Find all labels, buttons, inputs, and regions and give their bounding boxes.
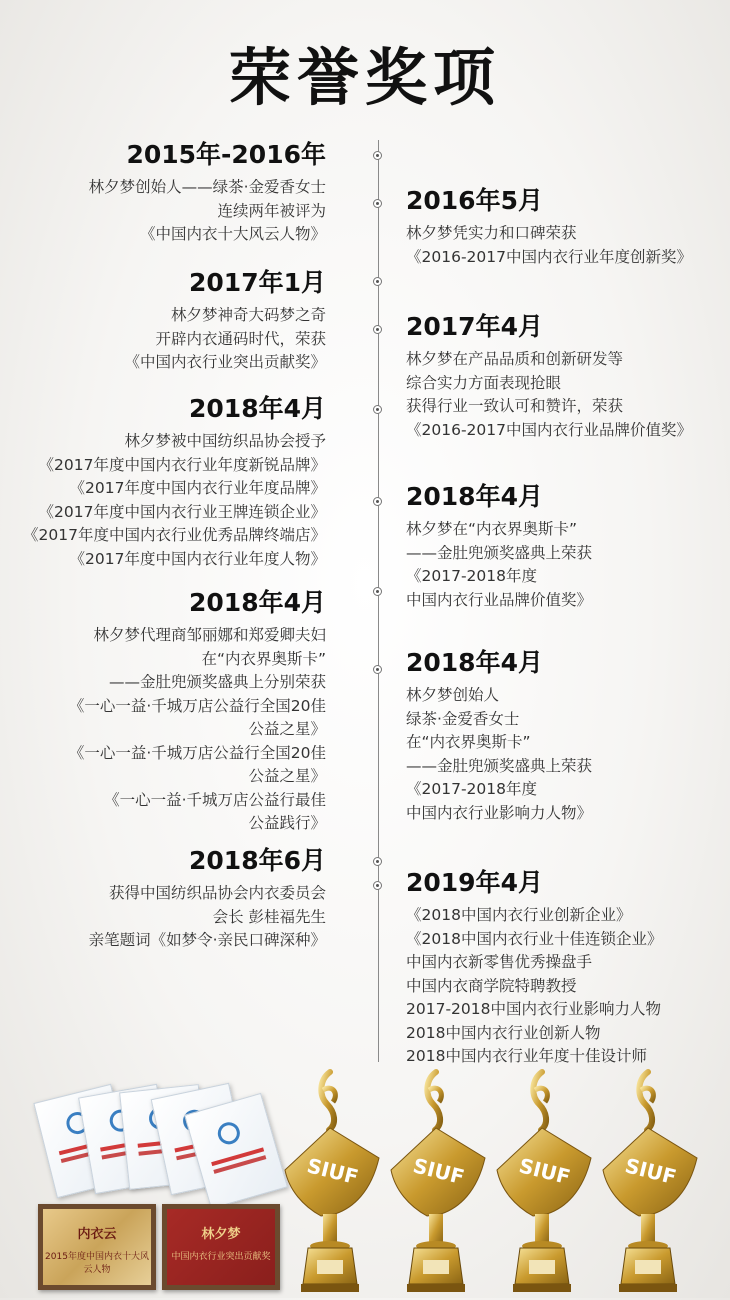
entry-text: 亲笔题词《如梦令·亲民口碑深种》 [88,931,326,949]
trophy-icon [275,1066,385,1296]
entry-text: 《2016-2017中国内衣行业年度创新奖》 [406,247,692,266]
entry-text: 林夕梦在“内衣界奥斯卡” [406,520,578,538]
entry-text: 林夕梦创始人——绿茶·金爱香女士 [88,178,326,196]
entry-text: 中国内衣商学院特聘教授 [406,976,577,995]
plaque-brand: 林夕梦 [201,1227,241,1242]
plaque-text: 中国内衣行业突出贡献奖 [171,1252,271,1262]
entry-text: 林夕梦创始人 [406,686,500,704]
timeline-dot [373,665,382,674]
entry-text: 《2017年度中国内衣行业王牌连锁企业》 [38,502,326,521]
timeline-dot [373,857,382,866]
entry-text: 《中国内衣十大风云人物》 [139,225,326,243]
trophy-label: SIUF [410,1153,467,1190]
timeline-dot [373,405,382,414]
trophy-icon [381,1066,491,1296]
trophy [381,1066,491,1296]
entry-text: 《2017-2018年度 [406,567,537,585]
trophy [487,1066,597,1296]
entry-text: 在“内衣界奥斯卡” [201,649,326,668]
entry-text: 《2017-2018年度 [406,780,537,798]
entry-text: ——金肚兜颁奖盛典上荣获 [406,543,593,562]
entry-text: 中国内衣新零售优秀操盘手 [406,953,593,971]
entry-date: 2018年4月 [189,394,326,423]
trophy-icon [593,1066,703,1296]
entry-text: 《中国内衣行业突出贡献奖》 [124,353,326,371]
timeline-dot [373,587,382,596]
trophy-label: SIUF [622,1153,679,1190]
timeline-entry [124,268,352,375]
timeline-entry [23,394,352,571]
timeline-dot [373,325,382,334]
entry-text: ——金肚兜颁奖盛典上分别荣获 [108,673,326,691]
entry-text: 公益践行》 [248,814,326,832]
entry-text: 2018中国内衣行业创新人物 [406,1023,601,1042]
entry-text: 连续两年被评为 [217,201,326,220]
entry-text: 林夕梦代理商邹丽娜和郑爱卿夫妇 [93,626,326,644]
entry-text: 《2017年度中国内衣行业年度品牌》 [69,479,326,497]
timeline-dot [373,497,382,506]
entry-text: 2017-2018中国内衣行业影响力人物 [406,1000,661,1018]
plaque-text: 2015年度中国内衣十大风云人物 [45,1252,149,1275]
entry-text: 《一心一益·千城万店公益行全国20佳 [68,743,326,762]
timeline-entry [89,140,352,247]
entry-text: 公益之星》 [248,767,326,785]
entry-date: 2018年4月 [406,482,543,511]
timeline-dot [373,151,382,160]
entry-date: 2015年-2016年 [126,140,326,169]
entry-text: ——金肚兜颁奖盛典上荣获 [406,756,593,775]
entry-text: 会长 彭桂福先生 [212,907,326,926]
entry-text: 林夕梦凭实力和口碑荣获 [406,224,577,242]
trophy-icon [487,1066,597,1296]
timeline-entry [406,648,592,825]
trophy-label: SIUF [516,1153,573,1190]
entry-text: 《2018中国内衣行业创新企业》 [406,906,632,924]
entry-text: 2018中国内衣行业年度十佳设计师 [406,1047,647,1065]
timeline-dot [373,277,382,286]
entry-text: 综合实力方面表现抢眼 [406,373,562,392]
certificate [184,1093,288,1209]
entry-text: 林夕梦神奇大码梦之奇 [170,306,326,324]
entry-text: 公益之星》 [248,720,326,738]
entry-date: 2017年1月 [189,268,326,297]
timeline-entry [406,482,592,612]
entry-text: 在“内衣界奥斯卡” [406,733,531,751]
entry-text: 《一心一益·千城万店公益行最佳 [104,790,326,809]
entry-text: 获得中国纺织品协会内衣委员会 [108,884,326,902]
entry-text: 获得行业一致认可和赞许，荣获 [406,397,624,415]
entry-text: 《2017年度中国内衣行业年度人物》 [69,549,326,568]
timeline-entry [406,186,692,269]
entry-text: 林夕梦在产品品质和创新研发等 [406,350,624,368]
plaque-brand: 内衣云 [77,1227,117,1242]
entry-text: 中国内衣行业影响力人物》 [406,803,593,822]
entry-text: 《2017年度中国内衣行业年度新锐品牌》 [38,455,326,474]
timeline-entry [406,312,692,442]
entry-date: 2016年5月 [406,186,543,215]
entry-date: 2018年4月 [189,588,326,617]
timeline-dot [373,881,382,890]
entry-date: 2019年4月 [406,868,543,897]
entry-text: 林夕梦被中国纺织品协会授予 [124,432,326,450]
timeline-entry [89,846,352,953]
timeline-entry [406,868,662,1069]
trophy [275,1066,385,1296]
trophy [593,1066,703,1296]
award-plaque [38,1204,156,1290]
page-title: 荣誉奖项 [228,41,501,114]
trophy-label: SIUF [304,1153,361,1190]
entry-text: 《一心一益·千城万店公益行全国20佳 [68,696,326,715]
entry-text: 绿茶·金爱香女士 [406,709,520,728]
entry-text: 开辟内衣通码时代，荣获 [155,329,326,348]
entry-date: 2018年6月 [189,846,326,875]
timeline-dot [373,199,382,208]
entry-text: 中国内衣行业品牌价值奖》 [406,590,593,609]
award-plaque [162,1204,280,1290]
entry-date: 2018年4月 [406,648,543,677]
entry-text: 《2016-2017中国内衣行业品牌价值奖》 [406,420,692,439]
entry-text: 《2018中国内衣行业十佳连锁企业》 [406,929,663,948]
timeline-entry [69,588,352,836]
entry-date: 2017年4月 [406,312,543,341]
entry-text: 《2017年度中国内衣行业优秀品牌终端店》 [23,526,326,544]
